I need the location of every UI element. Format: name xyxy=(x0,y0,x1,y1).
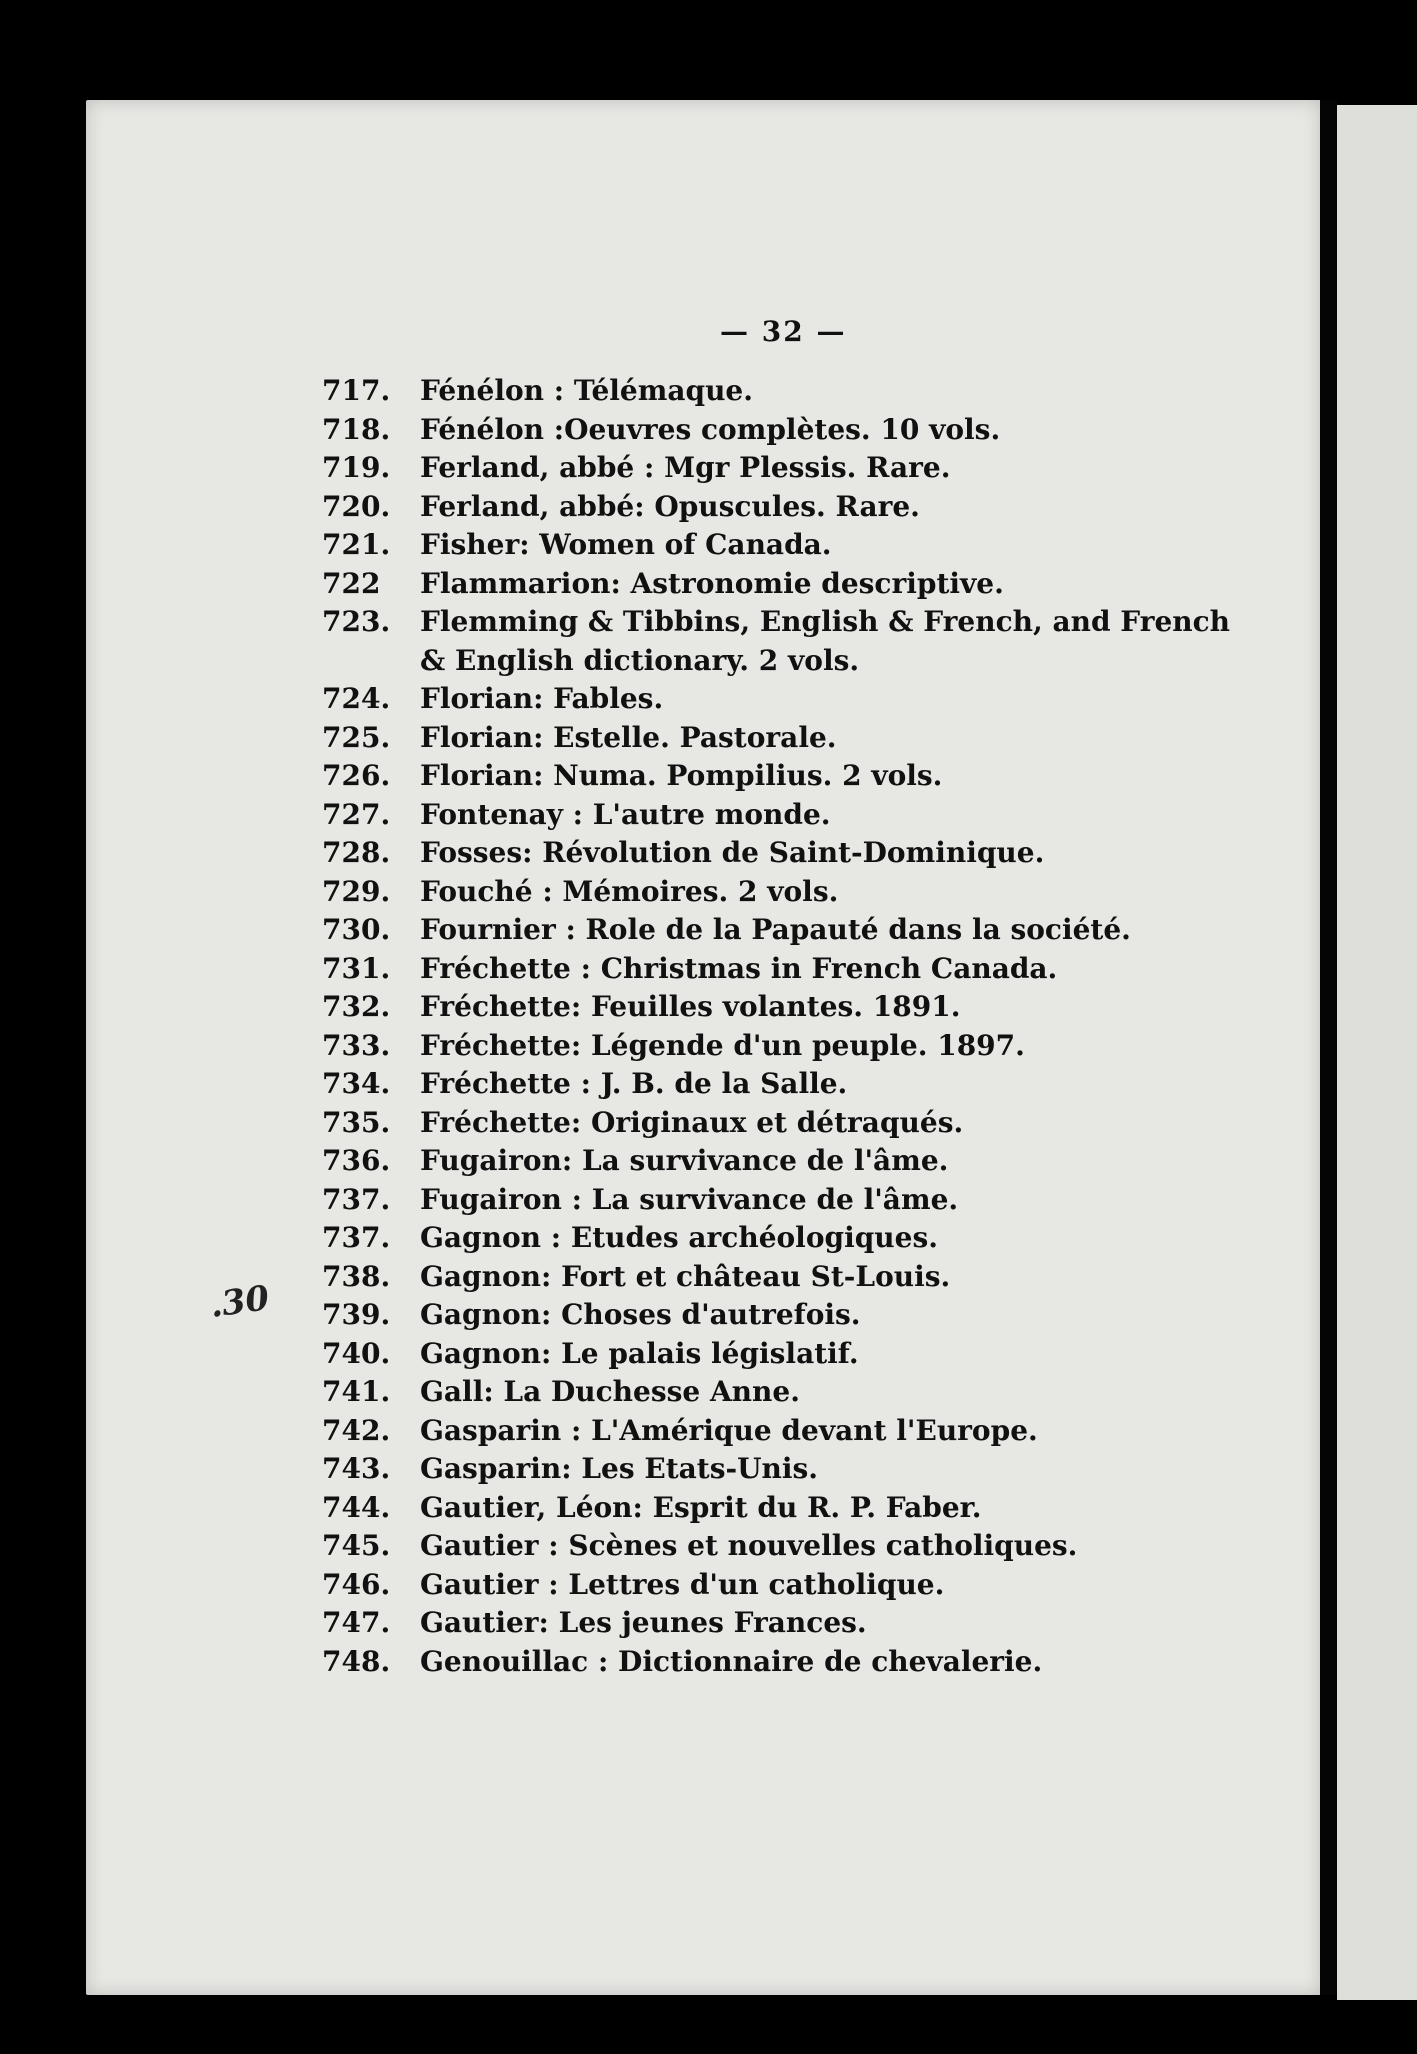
entry-title: Gautier : Lettres d'un catholique. xyxy=(420,1567,945,1601)
catalogue-entry xyxy=(322,911,1252,950)
catalogue-entry xyxy=(322,1181,1252,1220)
entry-number: 739. xyxy=(322,1298,391,1331)
entry-number: 726. xyxy=(322,759,391,792)
entry-title: Fréchette : J. B. de la Salle. xyxy=(420,1067,848,1100)
entry-number: 731. xyxy=(322,951,391,985)
entry-number: 734. xyxy=(322,1067,391,1100)
catalogue-entry xyxy=(322,565,1252,604)
catalogue-entry xyxy=(322,1027,1252,1066)
catalogue-entry xyxy=(322,1258,1252,1297)
catalogue-entry xyxy=(322,988,1252,1027)
entry-number: 735. xyxy=(322,1105,391,1139)
entry-title: Gautier: Les jeunes Frances. xyxy=(420,1606,867,1639)
catalogue-entry xyxy=(322,1643,1252,1682)
catalogue-entry xyxy=(322,757,1252,796)
entry-title: Fénélon : Télémaque. xyxy=(420,374,753,407)
entry-number: 723. xyxy=(322,605,391,638)
entry-title: Gautier : Scènes et nouvelles catholiques. xyxy=(420,1529,1078,1562)
entry-title: Fréchette: Feuilles volantes. 1891. xyxy=(420,990,961,1023)
entry-number: 745. xyxy=(322,1529,391,1562)
entry-number: 744. xyxy=(322,1490,391,1524)
entry-title: Fisher: Women of Canada. xyxy=(420,528,832,561)
entry-number: 718. xyxy=(322,412,391,446)
entry-number: 719. xyxy=(322,451,391,484)
entry-number: 747. xyxy=(322,1606,391,1639)
entry-number: 733. xyxy=(322,1028,391,1062)
entry-number: 742. xyxy=(322,1413,391,1447)
catalogue-entry xyxy=(322,680,1252,719)
catalogue-entry xyxy=(322,1065,1252,1104)
entry-title: Flemming & Tibbins, English & French, and French & English dictionary. 2 vols. xyxy=(420,605,1231,677)
catalogue-entry xyxy=(322,603,1252,680)
entry-number: 721. xyxy=(322,528,391,561)
entry-number: 724. xyxy=(322,682,391,715)
entry-title: Ferland, abbé: Opuscules. Rare. xyxy=(420,489,920,523)
handwritten-margin-note: .30 xyxy=(207,1278,272,1326)
entry-number: 725. xyxy=(322,720,391,754)
entry-number: 729. xyxy=(322,874,391,908)
catalogue-entry xyxy=(322,449,1252,488)
entry-number: 732. xyxy=(322,990,391,1023)
catalogue-entry xyxy=(322,796,1252,835)
entry-title: Gall: La Duchesse Anne. xyxy=(420,1375,800,1408)
entry-number: 722 xyxy=(322,566,381,600)
entry-title: Fugairon: La survivance de l'âme. xyxy=(420,1144,949,1177)
page-gutter-shadow xyxy=(1320,100,1337,1995)
entry-number: 728. xyxy=(322,836,391,869)
entry-title: Florian: Fables. xyxy=(420,682,664,715)
entry-title: Florian: Estelle. Pastorale. xyxy=(420,720,837,754)
catalogue-entry xyxy=(322,488,1252,527)
entry-title: Gagnon: Choses d'autrefois. xyxy=(420,1298,861,1331)
entry-number: 746. xyxy=(322,1567,391,1601)
catalogue-entry xyxy=(322,873,1252,912)
entry-title: Fénélon :Oeuvres complètes. 10 vols. xyxy=(420,412,1001,446)
entry-title: Gagnon : Etudes archéologiques. xyxy=(420,1221,938,1254)
entry-title: Gagnon: Fort et château St-Louis. xyxy=(420,1259,951,1293)
catalogue-entry xyxy=(322,526,1252,565)
entry-title: Fontenay : L'autre monde. xyxy=(420,797,831,831)
entry-number: 720. xyxy=(322,489,391,523)
entry-number: 730. xyxy=(322,913,391,946)
entry-title: Gasparin : L'Amérique devant l'Europe. xyxy=(420,1413,1038,1447)
entry-number: 717. xyxy=(322,374,391,407)
catalogue-entry xyxy=(322,411,1252,450)
entry-title: Genouillac : Dictionnaire de chevalerie. xyxy=(420,1644,1043,1678)
entry-title: Ferland, abbé : Mgr Plessis. Rare. xyxy=(420,451,951,484)
catalogue-entry xyxy=(322,1566,1252,1605)
catalogue-entry xyxy=(322,1450,1252,1489)
catalogue-entry xyxy=(322,719,1252,758)
next-page-edge xyxy=(1337,105,1417,2000)
catalogue-entry xyxy=(322,1296,1252,1335)
entry-number: 737. xyxy=(322,1221,391,1254)
entry-title: Fournier : Role de la Papauté dans la société. xyxy=(420,913,1131,946)
catalogue-entry xyxy=(322,1527,1252,1566)
catalogue-entry xyxy=(322,1142,1252,1181)
page-number: — 32 — xyxy=(720,315,847,348)
entry-title: Fosses: Révolution de Saint-Dominique. xyxy=(420,836,1045,869)
catalogue-entry xyxy=(322,834,1252,873)
entry-number: 736. xyxy=(322,1144,391,1177)
entry-title: Gagnon: Le palais législatif. xyxy=(420,1336,859,1370)
entry-number: 740. xyxy=(322,1336,391,1370)
catalogue-entry xyxy=(322,372,1252,411)
catalogue-entry xyxy=(322,950,1252,989)
entry-title: Flammarion: Astronomie descriptive. xyxy=(420,566,1004,600)
entry-title: Fugairon : La survivance de l'âme. xyxy=(420,1182,959,1216)
catalogue-entry xyxy=(322,1373,1252,1412)
entry-title: Gautier, Léon: Esprit du R. P. Faber. xyxy=(420,1490,982,1524)
catalogue-entry xyxy=(322,1604,1252,1643)
entry-number: 741. xyxy=(322,1375,391,1408)
entry-title: Florian: Numa. Pompilius. 2 vols. xyxy=(420,759,943,792)
catalogue-entry xyxy=(322,1489,1252,1528)
entry-number: 738. xyxy=(322,1259,391,1293)
entry-number: 743. xyxy=(322,1452,391,1485)
catalogue-entry xyxy=(322,1219,1252,1258)
entry-number: 727. xyxy=(322,797,391,831)
catalogue-entry xyxy=(322,1335,1252,1374)
entry-title: Fouché : Mémoires. 2 vols. xyxy=(420,874,839,908)
entry-title: Fréchette : Christmas in French Canada. xyxy=(420,951,1058,985)
entry-title: Fréchette: Légende d'un peuple. 1897. xyxy=(420,1028,1025,1062)
entry-title: Fréchette: Originaux et détraqués. xyxy=(420,1105,964,1139)
entry-number: 737. xyxy=(322,1182,391,1216)
catalogue-entry xyxy=(322,1104,1252,1143)
entry-title: Gasparin: Les Etats-Unis. xyxy=(420,1452,819,1485)
catalogue-entry xyxy=(322,1412,1252,1451)
entry-number: 748. xyxy=(322,1644,391,1678)
catalogue-entry-list xyxy=(322,372,1252,1681)
